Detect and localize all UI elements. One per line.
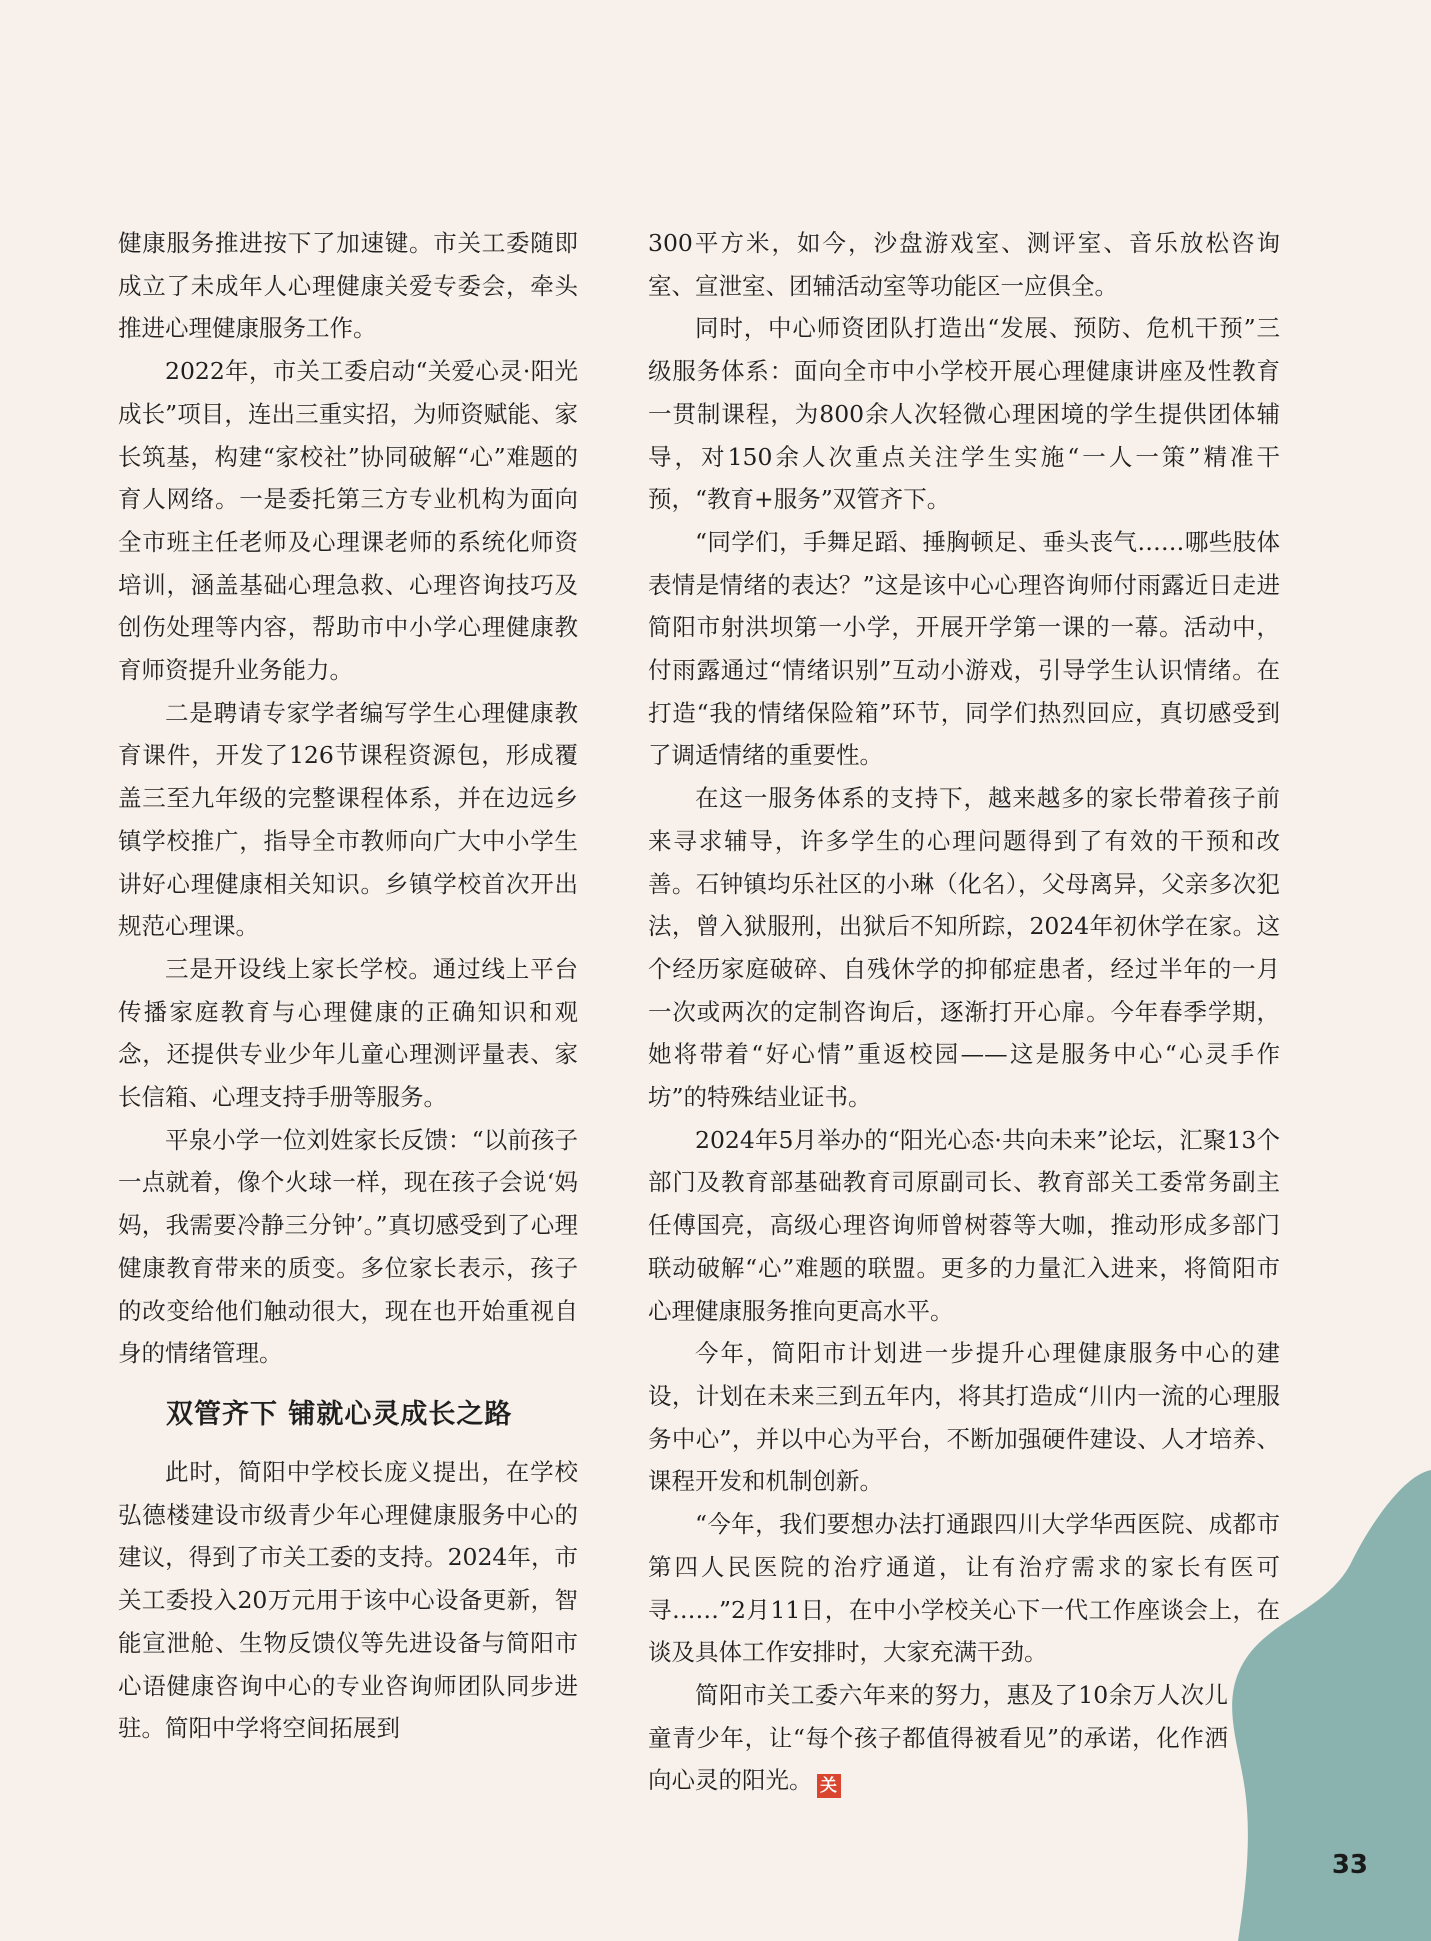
closing-text: 简阳市关工委六年来的努力，惠及了10余万人次儿童青少年，让“每个孩子都值得被看见”的承诺，化作洒向心灵的阳光。 [648, 1680, 1228, 1795]
page-number: 33 [1331, 1850, 1368, 1880]
paragraph: 平泉小学一位刘姓家长反馈：“以前孩子一点就着，像个火球一样，现在孩子会说‘妈妈，我需要冷静三分钟’。”真切感受到了心理健康教育带来的质变。多位家长表示，孩子的改变给他们触动很大，现在也开始重视自身的情绪管理。 [118, 1125, 578, 1368]
paragraph: 二是聘请专家学者编写学生心理健康教育课件，开发了126节课程资源包，形成覆盖三至九年级的完整课程体系，并在边远乡镇学校推广，指导全市教师向广大中小学生讲好心理健康相关知识。乡镇学校首次开出规范心理课。 [118, 698, 578, 941]
paragraph: 2024年5月举办的“阳光心态·共向未来”论坛，汇聚13个部门及教育部基础教育司原副司长、教育部关工委常务副主任傅国亮，高级心理咨询师曾树蓉等大咖，推动形成多部门联动破解“心”难题的联盟。更多的力量汇入进来，将简阳市心理健康服务推向更高水平。 [648, 1125, 1280, 1325]
end-mark-icon: 关 [817, 1774, 841, 1798]
paragraph: 2022年，市关工委启动“关爱心灵·阳光成长”项目，连出三重实招，为师资赋能、家长筑基，构建“家校社”协同破解“心”难题的育人网络。一是委托第三方专业机构为面向全市班主任老师及心理课老师的系统化师资培训，涵盖基础心理急救、心理咨询技巧及创伤处理等内容，帮助市中小学心理健康教育师资提升业务能力。 [118, 357, 578, 685]
paragraph: 同时，中心师资团队打造出“发展、预防、危机干预”三级服务体系：面向全市中小学校开展心理健康讲座及性教育一贯制课程，为800余人次轻微心理困境的学生提供团体辅导，对150余人次重点关注学生实施“一人一策”精准干预，“教育+服务”双管齐下。 [648, 314, 1280, 514]
paragraph: 今年，简阳市计划进一步提升心理健康服务中心的建设，计划在未来三到五年内，将其打造成“川内一流的心理服务中心”，并以中心为平台，不断加强硬件建设、人才培养、课程开发和机制创新。 [648, 1339, 1280, 1496]
right-column [648, 222, 1280, 1802]
closing-paragraph [648, 1674, 1228, 1802]
paragraph: 此时，简阳中学校长庞义提出，在学校弘德楼建设市级青少年心理健康服务中心的建议，得到了市关工委的支持。2024年，市关工委投入20万元用于该中心设备更新，智能宣泄舱、生物反馈仪等先进设备与简阳市心语健康咨询中心的专业咨询师团队同步进驻。简阳中学将空间拓展到 [118, 1457, 578, 1743]
paragraph: 在这一服务体系的支持下，越来越多的家长带着孩子前来寻求辅导，许多学生的心理问题得到了有效的干预和改善。石钟镇均乐社区的小琳（化名），父母离异，父亲多次犯法，曾入狱服刑，出狱后不知所踪，2024年初休学在家。这个经历家庭破碎、自残休学的抑郁症患者，经过半年的一月一次或两次的定制咨询后，逐渐打开心扉。今年春季学期，她将带着“好心情”重返校园——这是服务中心“心灵手作坊”的特殊结业证书。 [648, 784, 1280, 1112]
section-heading: 双管齐下 铺就心灵成长之路 [166, 1398, 513, 1430]
paragraph: 健康服务推进按下了加速键。市关工委随即成立了未成年人心理健康关爱专委会，牵头推进心理健康服务工作。 [118, 229, 578, 343]
paragraph: 300平方米，如今，沙盘游戏室、测评室、音乐放松咨询室、宣泄室、团辅活动室等功能区一应俱全。 [648, 229, 1280, 300]
paragraph: “今年，我们要想办法打通跟四川大学华西医院、成都市第四人民医院的治疗通道，让有治疗需求的家长有医可寻……”2月11日，在中小学校关心下一代工作座谈会上，在谈及具体工作安排时，大家充满干劲。 [648, 1510, 1280, 1667]
paragraph: 三是开设线上家长学校。通过线上平台传播家庭教育与心理健康的正确知识和观念，还提供专业少年儿童心理测评量表、家长信箱、心理支持手册等服务。 [118, 954, 578, 1112]
paragraph: “同学们，手舞足蹈、捶胸顿足、垂头丧气……哪些肢体表情是情绪的表达？”这是该中心心理咨询师付雨露近日走进简阳市射洪坝第一小学，开展开学第一课的一幕。活动中，付雨露通过“情绪识别”互动小游戏，引导学生认识情绪。在打造“我的情绪保险箱”环节，同学们热烈回应，真切感受到了调适情绪的重要性。 [648, 527, 1280, 770]
left-column [118, 222, 578, 1750]
